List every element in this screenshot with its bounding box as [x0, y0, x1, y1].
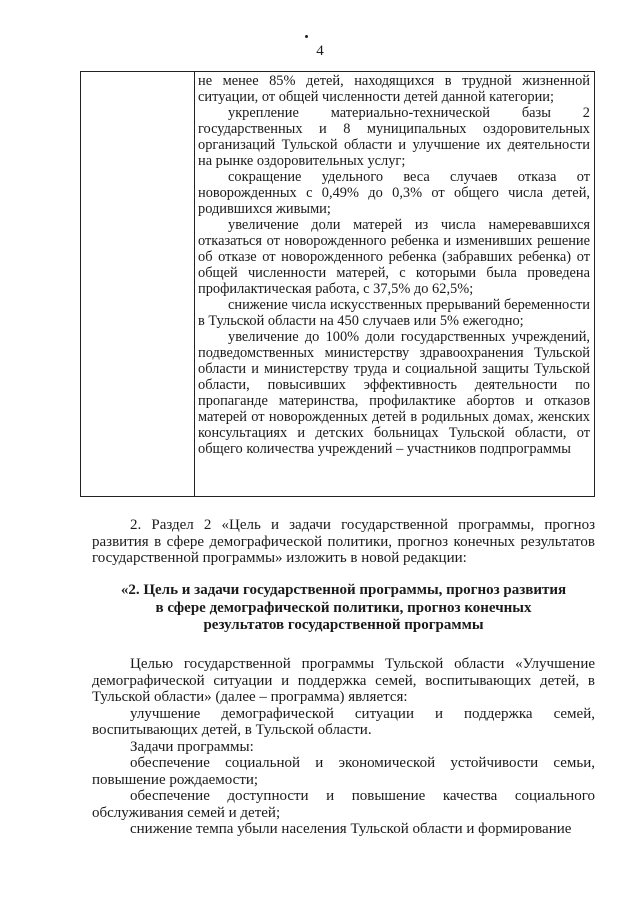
continuation-table — [80, 71, 595, 497]
page-number: 4 — [316, 43, 324, 59]
table-right-cell — [198, 73, 590, 457]
body-paragraph: снижение темпа убыли населения Тульской области и формирование — [130, 821, 572, 837]
table-paragraph: снижение числа искусственных прерываний беременности в Тульской области на 450 случаев или 5% ежегодно; — [198, 297, 590, 329]
scan-dot — [305, 35, 308, 38]
section2-paragraph: 2. Раздел 2 «Цель и задачи государственной программы, прогноз развития в сфере демографической политики, прогноз конечных результатов государственной программы» изложить в новой редакции: — [92, 517, 595, 566]
heading-line: «2. Цель и задачи государственной программы, прогноз развития — [120, 582, 567, 598]
body-paragraph: Задачи программы: — [130, 738, 254, 755]
body-paragraph: улучшение демографической ситуации и поддержка семей, воспитывающих детей, в Тульской области. — [92, 705, 595, 738]
table-paragraph: укрепление материально-технической базы 2 государственных и 8 муниципальных оздоровительных организаций Тульской области и улучшение их деятельности на рынке оздоровительных услуг; — [198, 105, 590, 169]
section-heading — [92, 582, 595, 635]
body-text — [92, 656, 595, 838]
body-paragraph: обеспечение социальной и экономической устойчивости семьи, повышение рождаемости; — [92, 755, 595, 788]
table-paragraph: увеличение доли матерей из числа намеревавшихся отказаться от новорожденного ребенка и изменивших решение об отказе от новорожденного ребенка (забравших ребенка) от общей численности матерей, с которыми была проведена профилактическая работа, с 37,5% до 62,5%; — [198, 217, 590, 297]
heading-line: результатов государственной программы — [203, 617, 484, 633]
table-paragraph: сокращение удельного веса случаев отказа от новорожденных с 0,49% до 0,3% от общего числа детей, родившихся живыми; — [198, 169, 590, 217]
table-paragraph: не менее 85% детей, находящихся в трудной жизненной ситуации, от общей численности детей данной категории; — [198, 73, 590, 105]
body-paragraph: Целью государственной программы Тульской области «Улучшение демографической ситуации и поддержка семей, воспитывающих детей, в Тульской области» (далее – программа) является: — [92, 656, 595, 705]
section2-paragraph-block — [92, 517, 595, 567]
heading-line: в сфере демографической политики, прогноз конечных — [155, 599, 532, 616]
table-left-cell — [81, 72, 194, 496]
body-paragraph: обеспечение доступности и повышение качества социального обслуживания семей и детей; — [92, 788, 595, 821]
table-paragraph: увеличение до 100% доли государственных учреждений, подведомственных министерству здравоохранения Тульской области и министерству труда и социальной защиты Тульской области, повысивших эффективность деятельности по пропаганде материнства, профилактике абортов и отказов матерей от новорожденных детей в родильных домах, женских консультациях и детских больницах Тульской области, от общего количества учреждений – участников подпрограммы — [198, 329, 590, 457]
table-column-divider — [194, 72, 195, 496]
